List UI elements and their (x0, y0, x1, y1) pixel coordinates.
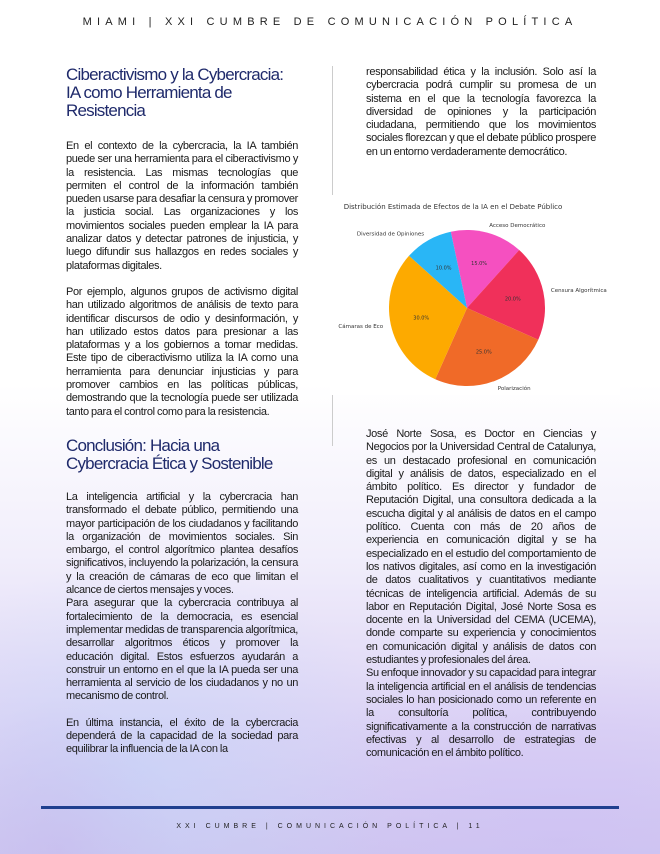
slice-category-label: Cámaras de Eco (338, 323, 384, 330)
slice-category-label: Acceso Democrático (489, 223, 546, 230)
slice-percent-label: 10.0% (435, 265, 452, 272)
footer-rule (41, 806, 619, 809)
slice-percent-label: 15.0% (471, 260, 488, 267)
slice-percent-label: 30.0% (413, 315, 430, 322)
paragraph: José Norte Sosa, es Doctor en Ciencias y Negocios por la Universidad Central de Catalunya, es un destacado profesional en comunicación digital y análisis de datos, especializado en el ámbito político. Es director y fundador de Reputación Digital, una consultora dedicada a la escucha digital y al análisis de datos en el campo político. Cuenta con más de 20 años de experiencia en comunicación digital y se ha especializado en el estudio del comportamiento de los nativos digitales, así como en la investigación de datos cualitativos y cuantitativos mediante técnicas de inteligencia artificial. Además de su labor en Reputación Digital, José Norte Sosa es docente en la Universidad del CEMA (UCEMA), donde comparte su experiencia y conocimientos en comunicación digital y análisis de datos con estudiantes y profesionales del área. (366, 428, 596, 667)
chart-title: Distribución Estimada de Efectos de la IA en el Debate Público (343, 203, 563, 211)
right-column (366, 66, 596, 172)
paragraph: Para asegurar que la cybercracia contribuya al fortalecimiento de la democracia, es esencial implementar medidas de transparencia algorítmica, desarrollar algoritmos éticos y promover la educación digital. Estos esfuerzos ayudarán a construir un entorno en el que la IA pueda ser una herramienta al servicio de los ciudadanos y no un mecanismo de control. (66, 597, 298, 703)
left-column (66, 66, 298, 770)
paragraph: Su enfoque innovador y su capacidad para integrar la inteligencia artificial en el análisis de tendencias sociales lo han posicionado como un referente en la consultoría política, contribuyendo significativamente a la construcción de narrativas efectivas y al desarrollo de estrategias de comunicación en el ámbito político. (366, 667, 596, 760)
slice-category-label: Censura Algorítmica (550, 288, 607, 295)
author-bio (366, 428, 596, 760)
slice-percent-label: 25.0% (475, 349, 492, 356)
paragraph: En el contexto de la cybercracia, la IA también puede ser una herramienta para el ciberactivismo y la resistencia. Las mismas tecnologías que permiten el control de la información también pueden usarse para desafiar la censura y promover la justicia social. Las organizaciones y los movimientos sociales pueden emplear la IA para analizar datos y detectar patrones de injusticia, y luego difundir sus hallazgos en redes sociales y plataformas digitales. (66, 140, 298, 272)
pie-chart (330, 195, 620, 395)
section-heading: Ciberactivismo y la Cybercracia: IA como Herramienta de Resistencia (66, 65, 284, 120)
paragraph: responsabilidad ética y la inclusión. Solo así la cybercracia podrá cumplir su promesa de un sistema en el que la tecnología favorezca la diversidad de opiniones y la participación ciudadana, permitiendo que los movimientos sociales florezcan y que el debate público prospere en un entorno verdaderamente democrático. (366, 66, 596, 158)
paragraph: Por ejemplo, algunos grupos de activismo digital han utilizado algoritmos de análisis de texto para identificar discursos de odio y desinformación, y han utilizado estos datos para presionar a las plataformas y a los gobiernos a tomar medidas. Este tipo de ciberactivismo utiliza la IA como una herramienta para denunciar injusticias y para promover cambios en las políticas públicas, demostrando que la tecnología puede ser utilizada tanto para el control como para la resistencia. (66, 285, 298, 418)
page-footer: XXI CUMBRE | COMUNICACIÓN POLÍTICA | 11 (176, 823, 484, 830)
section-heading: Conclusión: Hacia una Cybercracia Ética y Sostenible (66, 435, 273, 473)
paragraph: En última instancia, el éxito de la cybercracia dependerá de la capacidad de la sociedad para equilibrar la influencia de la IA con la (66, 716, 298, 756)
paragraph: La inteligencia artificial y la cybercracia han transformado el debate público, permitiendo una mayor participación de los ciudadanos y facilitando la organización de movimientos sociales. Sin embargo, el control algorítmico plantea desafíos significativos, incluyendo la polarización, la censura y la creación de cámaras de eco que limitan el alcance de ciertos mensajes y voces. (66, 490, 298, 597)
slice-category-label: Diversidad de Opiniones (356, 231, 425, 238)
page-header: MIAMI | XXI CUMBRE DE COMUNICACIÓN POLÍTICA (82, 16, 578, 28)
slice-category-label: Polarización (497, 386, 531, 393)
slice-percent-label: 20.0% (504, 296, 521, 303)
pie-chart-svg (330, 195, 620, 395)
